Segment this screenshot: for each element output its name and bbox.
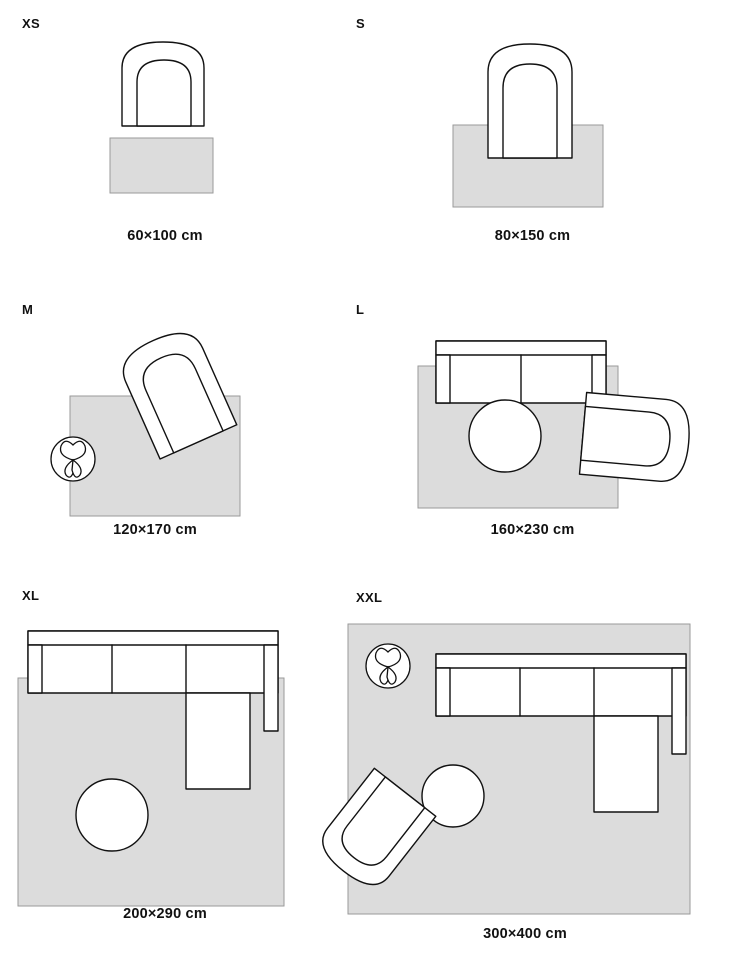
plant-m	[51, 437, 95, 481]
armchair-cushion-s	[503, 64, 557, 158]
scene-s	[340, 30, 730, 215]
size-cell-xxl	[340, 578, 730, 960]
armchair-cushion-l	[581, 406, 672, 467]
scene-l	[340, 318, 730, 508]
corner-sofa-arm-right-xxl	[672, 668, 686, 754]
scene-m-svg	[0, 318, 340, 508]
size-label-s: S	[356, 16, 365, 31]
scene-xl-svg	[0, 612, 340, 902]
corner-sofa-back-xl	[28, 631, 278, 645]
size-label-xs: XS	[22, 16, 40, 31]
scene-xs-svg	[0, 30, 340, 200]
size-cell-m	[0, 288, 340, 568]
size-label-xl: XL	[22, 588, 40, 603]
corner-sofa-arm-left-xl	[28, 645, 42, 693]
size-cell-xl	[0, 578, 340, 960]
sofa-l	[436, 341, 606, 403]
rug-shape-xs	[110, 138, 213, 193]
scene-m	[0, 318, 340, 508]
scene-xxl-svg	[340, 616, 730, 916]
size-cell-xs	[0, 0, 340, 268]
corner-sofa-chaise-xxl	[594, 716, 658, 812]
size-cell-s	[340, 0, 730, 268]
size-label-m: M	[22, 302, 34, 317]
size-label-l: L	[356, 302, 365, 317]
dimension-label-l: 160×230 cm	[490, 522, 575, 538]
sofa-back-l	[436, 341, 606, 355]
scene-l-svg	[340, 318, 730, 508]
dimension-label-xl: 200×290 cm	[123, 906, 207, 922]
size-label-xxl: XXL	[356, 590, 383, 605]
scene-xxl	[340, 616, 730, 916]
corner-sofa-arm-left-xxl	[436, 668, 450, 716]
corner-sofa-back-xxl	[436, 654, 686, 668]
dimension-label-m: 120×170 cm	[113, 522, 197, 538]
coffee-table-l	[469, 400, 541, 472]
armchair-cushion-xs	[137, 60, 191, 126]
scene-xl	[0, 612, 340, 902]
coffee-table-xl	[76, 779, 148, 851]
size-cell-l	[340, 288, 730, 568]
dimension-label-xxl: 300×400 cm	[483, 926, 567, 942]
scene-s-svg	[340, 30, 730, 215]
scene-xs	[0, 30, 340, 200]
corner-sofa-arm-right-xl	[264, 645, 278, 731]
plant-xxl	[366, 644, 410, 688]
corner-sofa-chaise-xl	[186, 693, 250, 789]
dimension-label-xs: 60×100 cm	[127, 228, 203, 244]
dimension-label-s: 80×150 cm	[494, 228, 571, 244]
armchair-l	[579, 392, 692, 483]
sofa-arm-left-l	[436, 355, 450, 403]
